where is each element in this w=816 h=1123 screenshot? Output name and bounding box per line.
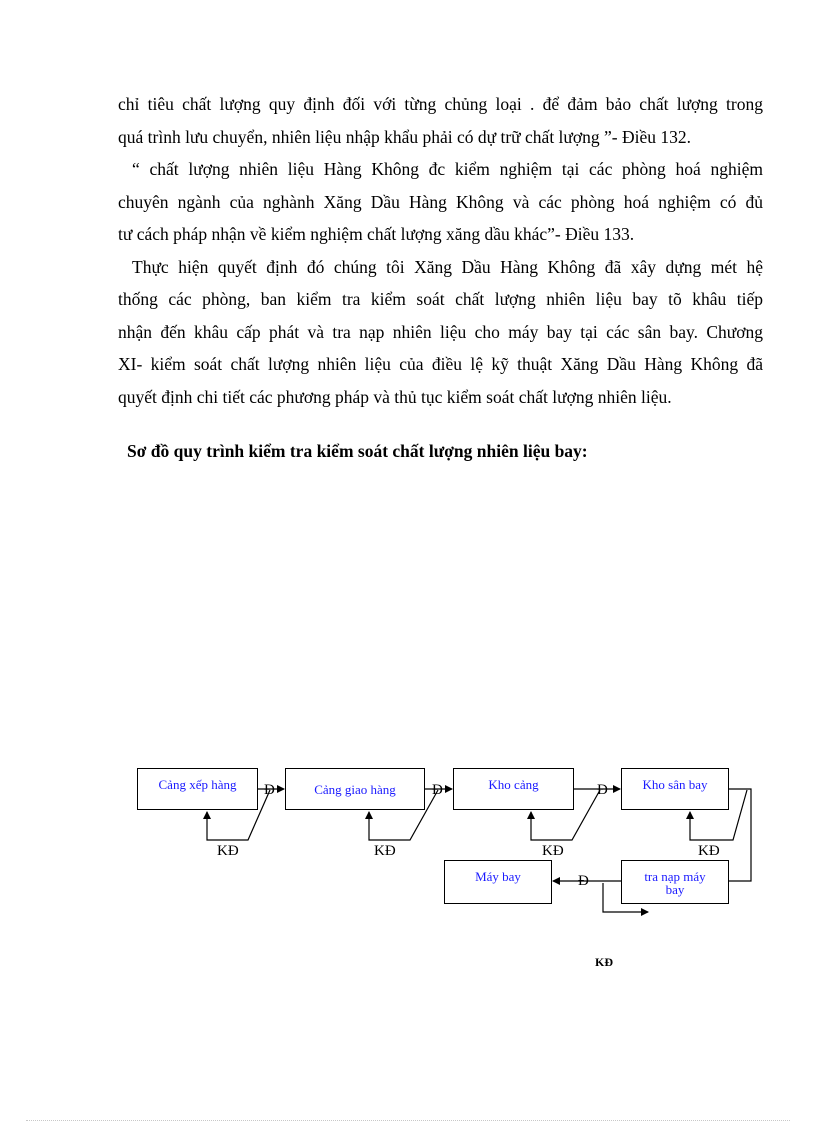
box-cang-xep-hang <box>137 768 258 810</box>
box-tra-nap-label-2: bay <box>665 882 685 897</box>
paragraph-2-line-2: chuyên ngành của nghành Xăng Dầu Hàng Không và các phòng hoá nghiệm có đủ <box>118 191 763 212</box>
page-bottom-rule <box>26 1120 790 1121</box>
fail-label-3: KĐ <box>542 843 564 859</box>
paragraph-2-line-1: “ chất lượng nhiên liệu Hàng Không đc kiểm nghiệm tại các phòng hoá nghiệm <box>132 159 763 179</box>
paragraph-3-line-1: Thực hiện quyết định đó chúng tôi Xăng Dầu Hàng Không đã xây dựng mét hệ <box>132 256 763 277</box>
box-kho-san-bay-label: Kho sân bay <box>642 777 708 792</box>
box-tra-nap <box>621 860 729 904</box>
pass-label-3: Đ <box>597 782 608 798</box>
stray-fail-label: KĐ <box>595 955 613 969</box>
box-may-bay <box>444 860 552 904</box>
box-kho-cang-label: Kho cảng <box>488 777 539 792</box>
paragraph-1-line-1: chỉ tiêu chất lượng quy định đối với từng chủng loại . để đảm bảo chất lượng trong <box>118 94 763 114</box>
pass-label-2: Đ <box>432 782 443 798</box>
paragraph-3-line-5: quyết định chi tiết các phương pháp và thủ tục kiểm soát chất lượng nhiên liệu. <box>118 386 672 407</box>
pass-label-1: Đ <box>264 782 275 798</box>
paragraph-3-line-2: thống các phòng, ban kiểm tra kiểm soát chất lượng nhiên liệu bay tõ khâu tiếp <box>118 289 763 309</box>
diagram-heading: Sơ đồ quy trình kiểm tra kiểm soát chất lượng nhiên liệu bay: <box>127 441 588 461</box>
box-cang-xep-hang-label: Cảng xếp hàng <box>158 777 237 792</box>
box-kho-cang <box>453 768 574 810</box>
fail-label-4: KĐ <box>698 843 720 859</box>
box-cang-giao-hang-label: Cảng giao hàng <box>314 782 396 797</box>
fail-label-1: KĐ <box>217 843 239 859</box>
connector-kho-san-bay-to-tra-nap <box>729 789 751 881</box>
paragraph-2-line-3: tư cách pháp nhận về kiểm nghiệm chất lượng xăng dầu khác”- Điều 133. <box>118 224 635 244</box>
paragraph-1-line-2: quá trình lưu chuyển, nhiên liệu nhập khẩu phải có dự trữ chất lượng ”- Điều 132. <box>118 126 692 147</box>
pass-label-4: Đ <box>578 873 589 889</box>
paragraph-3-line-3: nhận đến khâu cấp phát và tra nạp nhiên liệu cho máy bay tại các sân bay. Chương <box>118 321 763 342</box>
box-tra-nap-label-1: tra nạp máy <box>644 869 706 884</box>
box-kho-san-bay <box>621 768 729 810</box>
box-may-bay-label: Máy bay <box>475 869 521 884</box>
fail-label-2: KĐ <box>374 843 396 859</box>
paragraph-3-line-4: XI- kiểm soát chất lượng nhiên liệu của điều lệ kỹ thuật Xăng Dầu Hàng Không đã <box>118 354 763 374</box>
box-cang-giao-hang <box>285 768 425 810</box>
